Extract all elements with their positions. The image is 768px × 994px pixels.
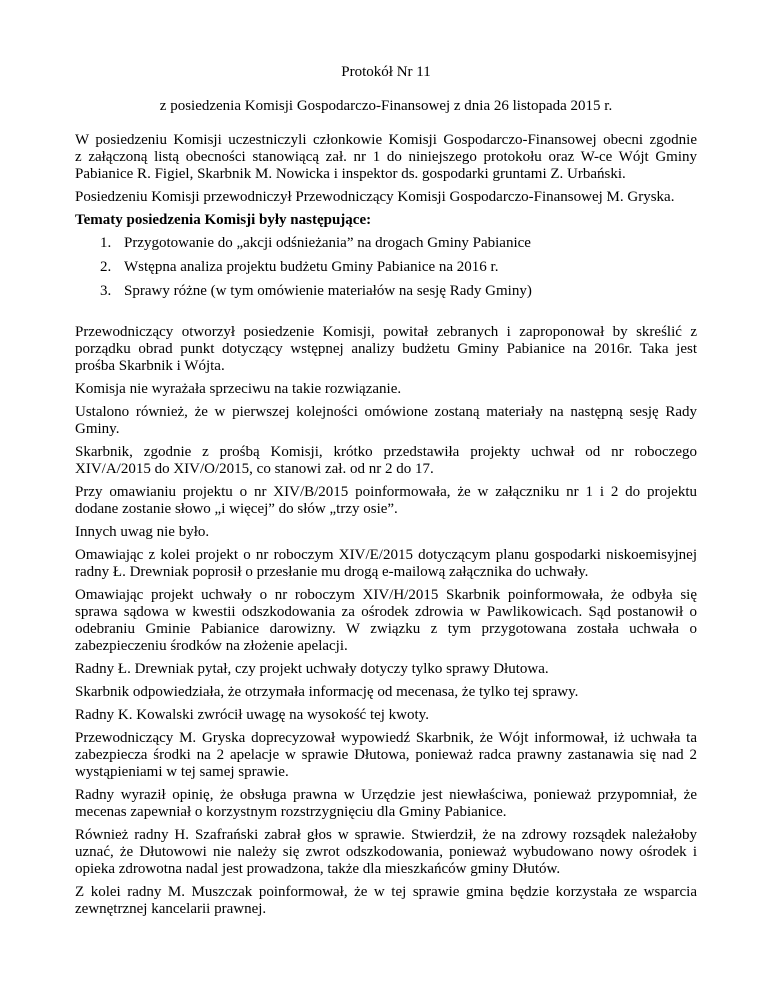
paragraph-line: uznać, że Dłutowowi nie należy się zwrot odszkodowania, ponieważ wybudowano nowy ośrodek i: [75, 844, 697, 860]
paragraph-line: odebraniu Gminie Pabianice darowizny. W związku z tym przygotowana została uchwała o: [75, 621, 697, 637]
paragraph-line: z załączoną listą obecności stanowiącą zał. nr 1 do niniejszego protokołu oraz W-ce Wójt Gminy: [75, 149, 697, 165]
paragraph-line: Ustalono również, że w pierwszej kolejności omówione zostaną materiały na następną sesję Rady: [75, 404, 697, 420]
protocol-subtitle: z posiedzenia Komisji Gospodarczo-Finansowej z dnia 26 listopada 2015 r.: [159, 98, 613, 114]
paragraph-line: Gminy.: [75, 421, 120, 437]
list-item-number: 2.: [100, 259, 112, 275]
paragraph-line: W posiedzeniu Komisji uczestniczyli członkowie Komisji Gospodarczo-Finansowej obecni zgodnie: [75, 132, 697, 148]
paragraph-line: mecenas zapewniał o korzystnym rozstrzygnięciu dla Gminy Pabianice.: [75, 804, 507, 820]
paragraph-drewniak-question: Radny Ł. Drewniak pytał, czy projekt uchwały dotyczy tylko sprawy Dłutowa.: [75, 661, 549, 677]
paragraph-line: Z kolei radny M. Muszczak poinformował, że w tej sprawie gmina będzie korzystała ze wsparcia: [75, 884, 697, 900]
paragraph-no-remarks: Innych uwag nie było.: [75, 524, 210, 540]
topics-heading: Tematy posiedzenia Komisji były następujące:: [75, 212, 372, 228]
list-item: [100, 283, 532, 300]
chair-paragraph: Posiedzeniu Komisji przewodniczył Przewodniczący Komisji Gospodarczo-Finansowej M. Gryska.: [75, 189, 675, 205]
list-item-number: 3.: [100, 283, 112, 299]
list-item-text: Wstępna analiza projektu budżetu Gminy Pabianice na 2016 r.: [124, 259, 499, 275]
list-item: [100, 235, 531, 252]
paragraph-line: Skarbnik, zgodnie z prośbą Komisji, krótko przedstawiła projekty uchwał od nr roboczego: [75, 444, 697, 460]
paragraph-line: Omawiając projekt uchwały o nr roboczym XIV/H/2015 Skarbnik poinformowała, że odbyła się: [75, 587, 697, 603]
paragraph-line: dodane zostanie słowo „i więcej” do słów „trzy osie”.: [75, 501, 398, 517]
paragraph-line: radny Ł. Drewniak poprosił o przesłanie mu drogą e-mailową załącznika do uchwały.: [75, 564, 589, 580]
paragraph-line: Radny wyraził opinię, że obsługa prawna w Urzędzie jest niewłaściwa, ponieważ przypomniał, że: [75, 787, 697, 803]
paragraph-line: XIV/A/2015 do XIV/O/2015, co stanowi zał. od nr 2 do 17.: [75, 461, 434, 477]
paragraph-line: Przy omawianiu projektu o nr XIV/B/2015 poinformowała, że w załączniku nr 1 i 2 do projektu: [75, 484, 697, 500]
paragraph-line: wystąpieniami w tej samej sprawie.: [75, 764, 289, 780]
paragraph-line: porządku obrad punkt dotyczący wstępnej analizy budżetu Gminy Pabianice na 2016r. Taka jest: [75, 341, 697, 357]
list-item: [100, 259, 498, 276]
list-item-number: 1.: [100, 235, 112, 251]
paragraph-line: Przewodniczący otworzył posiedzenie Komisji, powitał zebranych i zaproponował by skreślić z: [75, 324, 697, 340]
paragraph-kowalski: Radny K. Kowalski zwrócił uwagę na wysokość tej kwoty.: [75, 707, 429, 723]
paragraph-line: opieka zdrowotna nadal jest prowadzona, także dla mieszkańców gminy Dłutów.: [75, 861, 561, 877]
paragraph-line: prośba Skarbnik i Wójta.: [75, 358, 225, 374]
protocol-title: Protokół Nr 11: [341, 64, 431, 80]
paragraph-line: Również radny H. Szafrański zabrał głos w sprawie. Stwierdził, że na zdrowy rozsądek należałoby: [75, 827, 697, 843]
list-item-text: Sprawy różne (w tym omówienie materiałów na sesję Rady Gminy): [124, 283, 532, 299]
paragraph-line: Przewodniczący M. Gryska doprecyzował wypowiedź Skarbnik, że Wójt informował, iż uchwała ta: [75, 730, 697, 746]
paragraph-line: zewnętrznej kancelarii prawnej.: [75, 901, 267, 917]
list-item-text: Przygotowanie do „akcji odśnieżania” na drogach Gminy Pabianice: [124, 235, 531, 251]
paragraph-line: Pabianice R. Figiel, Skarbnik M. Nowicka i inspektor ds. gospodarki gruntami Z. Urbański.: [75, 166, 626, 182]
paragraph-line: zabezpieczeniu środków na złożenie apelacji.: [75, 638, 348, 654]
paragraph-line: zabezpiecza środki na 2 apelacje w sprawie Dłutowa, ponieważ radca prawny zastanawia się nad 2: [75, 747, 697, 763]
paragraph-line: sprawa sądowa w kwestii odszkodowania za ośrodek zdrowia w Pawlikowicach. Sąd postanowił o: [75, 604, 697, 620]
paragraph-line: Omawiając z kolei projekt o nr roboczym XIV/E/2015 dotyczącym planu gospodarki niskoemisyjnej: [75, 547, 697, 563]
paragraph-no-objection: Komisja nie wyrażała sprzeciwu na takie rozwiązanie.: [75, 381, 402, 397]
paragraph-treasurer-answer: Skarbnik odpowiedziała, że otrzymała informację od mecenasa, że tylko tej sprawy.: [75, 684, 579, 700]
